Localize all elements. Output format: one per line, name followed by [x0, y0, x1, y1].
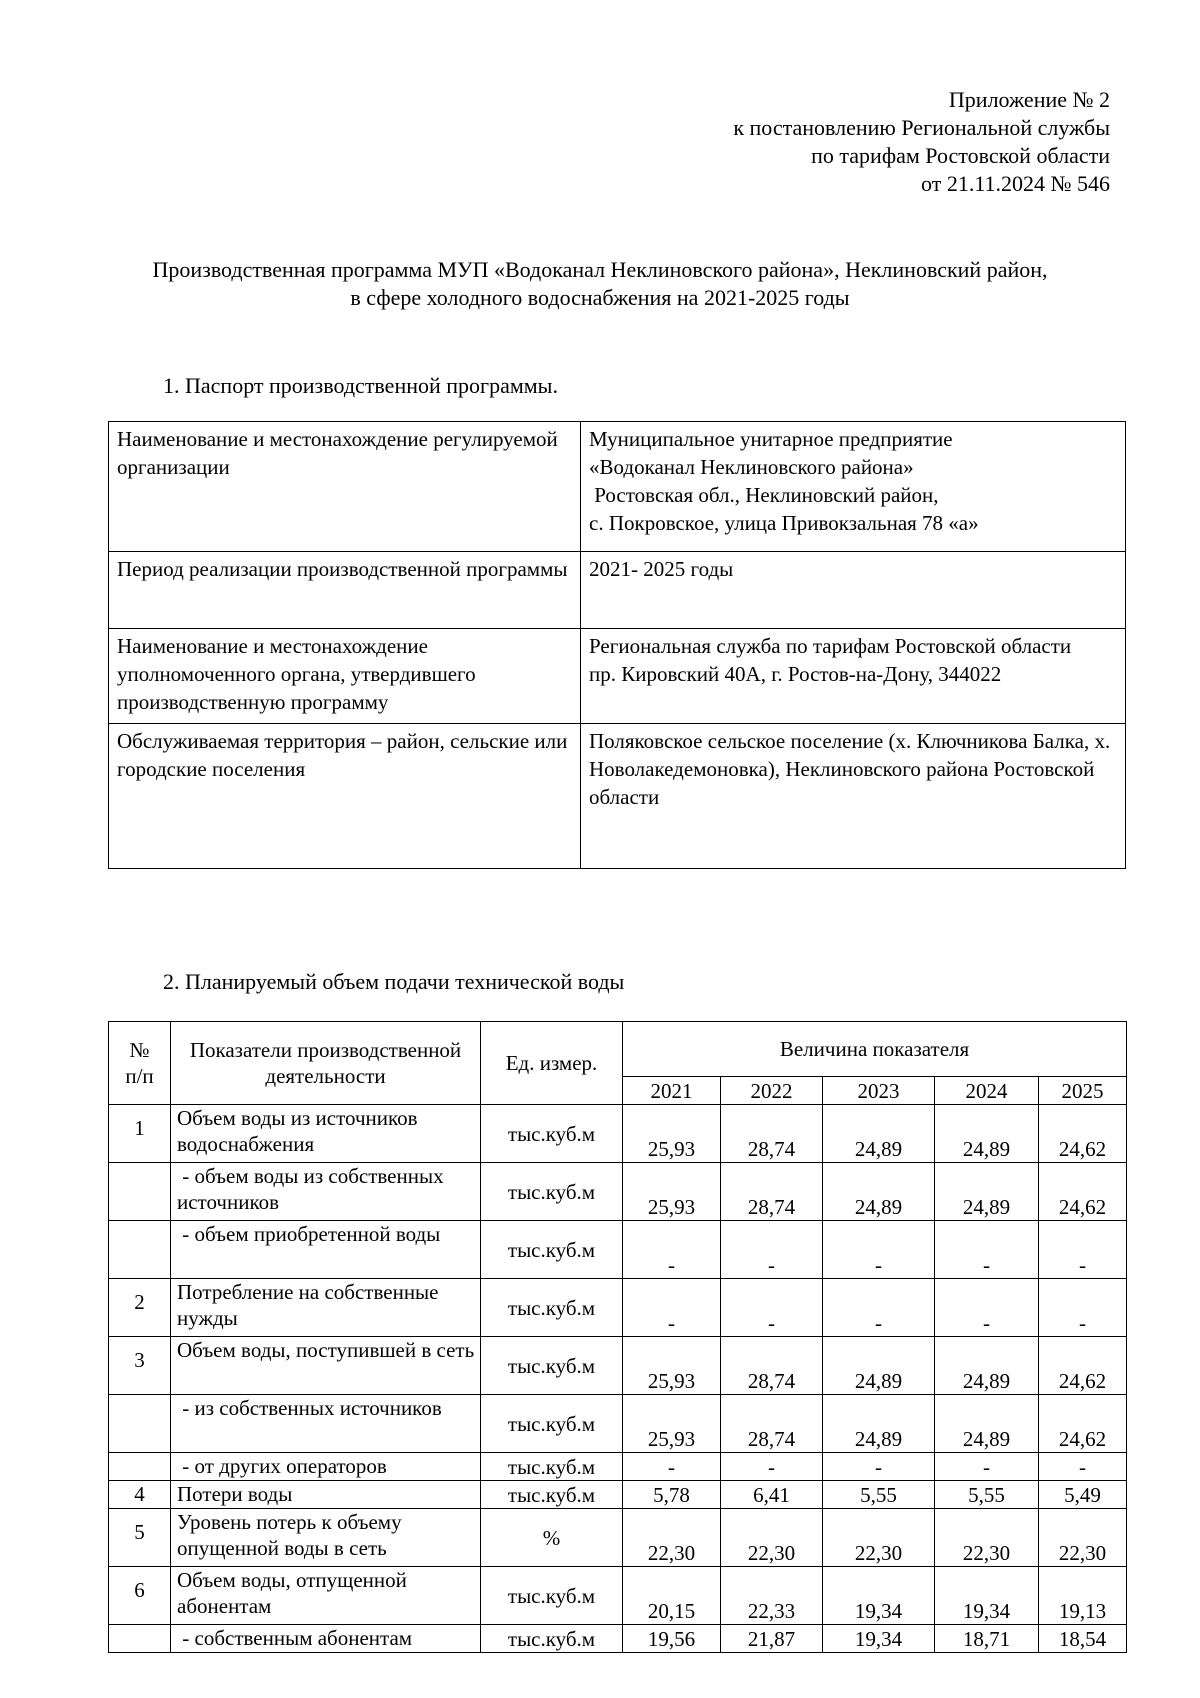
value-cell: 18,71 — [935, 1625, 1039, 1653]
col-header-year: 2025 — [1039, 1077, 1127, 1105]
value-cell: 19,34 — [823, 1567, 935, 1625]
row-number: 6 — [109, 1567, 171, 1625]
value-cell: 19,34 — [823, 1625, 935, 1653]
table-row — [109, 1481, 1127, 1509]
table-row — [109, 1163, 1127, 1221]
appendix-header — [550, 86, 1110, 198]
table-row — [109, 1105, 1127, 1163]
value-cell: - — [935, 1453, 1039, 1481]
row-number — [109, 1625, 171, 1653]
unit-cell: тыс.куб.м — [481, 1163, 623, 1221]
value-cell: 24,89 — [823, 1163, 935, 1221]
value-cell: 22,33 — [721, 1567, 823, 1625]
col-header-year: 2023 — [823, 1077, 935, 1105]
passport-table — [108, 421, 1126, 869]
unit-cell: тыс.куб.м — [481, 1625, 623, 1653]
col-header-value-group: Величина показателя — [623, 1022, 1127, 1077]
col-header-unit: Ед. измер. — [481, 1022, 623, 1105]
value-cell: 25,93 — [623, 1105, 721, 1163]
indicator-name: - от других операторов — [171, 1453, 481, 1481]
row-number — [109, 1395, 171, 1453]
passport-row — [109, 629, 1126, 724]
row-number: 4 — [109, 1481, 171, 1509]
unit-cell: тыс.куб.м — [481, 1481, 623, 1509]
value-cell: - — [823, 1221, 935, 1279]
volumes-body — [109, 1105, 1127, 1653]
value-cell: - — [1039, 1279, 1127, 1337]
value-cell: - — [623, 1221, 721, 1279]
passport-row — [109, 422, 1126, 552]
document-title — [80, 256, 1120, 312]
value-cell: 24,62 — [1039, 1105, 1127, 1163]
value-cell: 24,62 — [1039, 1337, 1127, 1395]
table-row — [109, 1337, 1127, 1395]
indicator-name: - объем приобретенной воды — [171, 1221, 481, 1279]
value-cell: 19,34 — [935, 1567, 1039, 1625]
value-cell: 6,41 — [721, 1481, 823, 1509]
table-row — [109, 1395, 1127, 1453]
value-cell: 5,55 — [935, 1481, 1039, 1509]
value-cell: 28,74 — [721, 1163, 823, 1221]
table-row — [109, 1625, 1127, 1653]
indicator-name: Потери воды — [171, 1481, 481, 1509]
value-cell: 22,30 — [935, 1509, 1039, 1567]
value-cell: - — [823, 1279, 935, 1337]
col-header-year: 2021 — [623, 1077, 721, 1105]
row-number: 2 — [109, 1279, 171, 1337]
value-cell: 28,74 — [721, 1395, 823, 1453]
value-cell: 22,30 — [823, 1509, 935, 1567]
value-cell: - — [935, 1279, 1039, 1337]
value-cell: 24,89 — [823, 1337, 935, 1395]
indicator-name: Объем воды, отпущенной абонентам — [171, 1567, 481, 1625]
passport-label: Наименование и местонахождение регулируемой организации — [109, 422, 581, 552]
row-number: 5 — [109, 1509, 171, 1567]
table-row — [109, 1509, 1127, 1567]
appendix-resolution: к постановлению Региональной службы — [733, 115, 1110, 140]
header-row — [109, 1022, 1127, 1077]
title-line-2: в сфере холодного водоснабжения на 2021-2025 годы — [350, 285, 850, 310]
passport-label: Наименование и местонахождение уполномоченного органа, утвердившего производственную программу — [109, 629, 581, 724]
col-header-indicator: Показатели производственной деятельности — [171, 1022, 481, 1105]
value-cell: - — [721, 1221, 823, 1279]
value-cell: 18,54 — [1039, 1625, 1127, 1653]
passport-value: Муниципальное унитарное предприятие «Водоканал Неклиновского района» Ростовская обл., Неклиновский район, с. Покровское, улица Привокзальная 78 «а» — [581, 422, 1126, 552]
value-cell: 24,89 — [823, 1105, 935, 1163]
value-cell: 24,62 — [1039, 1395, 1127, 1453]
unit-cell: тыс.куб.м — [481, 1453, 623, 1481]
passport-label: Обслуживаемая территория – район, сельские или городские поселения — [109, 724, 581, 869]
value-cell: 22,30 — [721, 1509, 823, 1567]
table-row — [109, 1453, 1127, 1481]
col-header-num: № п/п — [109, 1022, 171, 1105]
volumes-table — [108, 1021, 1127, 1653]
unit-cell: тыс.куб.м — [481, 1567, 623, 1625]
value-cell: 5,78 — [623, 1481, 721, 1509]
passport-label: Период реализации производственной программы — [109, 552, 581, 629]
value-cell: 25,93 — [623, 1163, 721, 1221]
indicator-name: Потребление на собственные нужды — [171, 1279, 481, 1337]
unit-cell: тыс.куб.м — [481, 1337, 623, 1395]
value-cell: - — [623, 1279, 721, 1337]
appendix-date: от 21.11.2024 № 546 — [921, 171, 1110, 196]
value-cell: 22,30 — [1039, 1509, 1127, 1567]
col-header-year: 2022 — [721, 1077, 823, 1105]
value-cell: 20,15 — [623, 1567, 721, 1625]
value-cell: - — [623, 1453, 721, 1481]
passport-value: 2021- 2025 годы — [581, 552, 1126, 629]
unit-cell: тыс.куб.м — [481, 1279, 623, 1337]
value-cell: - — [721, 1279, 823, 1337]
value-cell: 5,49 — [1039, 1481, 1127, 1509]
value-cell: - — [935, 1221, 1039, 1279]
value-cell: 28,74 — [721, 1105, 823, 1163]
value-cell: 24,62 — [1039, 1163, 1127, 1221]
value-cell: 19,56 — [623, 1625, 721, 1653]
indicator-name: Объем воды, поступившей в сеть — [171, 1337, 481, 1395]
row-number — [109, 1453, 171, 1481]
indicator-name: - из собственных источников — [171, 1395, 481, 1453]
row-number: 1 — [109, 1105, 171, 1163]
value-cell: 24,89 — [935, 1395, 1039, 1453]
unit-cell: тыс.куб.м — [481, 1395, 623, 1453]
value-cell: 24,89 — [823, 1395, 935, 1453]
unit-cell: тыс.куб.м — [481, 1221, 623, 1279]
value-cell: 24,89 — [935, 1337, 1039, 1395]
value-cell: - — [823, 1453, 935, 1481]
row-number — [109, 1163, 171, 1221]
value-cell: 21,87 — [721, 1625, 823, 1653]
indicator-name: Уровень потерь к объему опущенной воды в сеть — [171, 1509, 481, 1567]
passport-row — [109, 724, 1126, 869]
table-row — [109, 1567, 1127, 1625]
appendix-number: Приложение № 2 — [948, 87, 1110, 112]
value-cell: 24,89 — [935, 1105, 1039, 1163]
passport-row — [109, 552, 1126, 629]
value-cell: 28,74 — [721, 1337, 823, 1395]
value-cell: - — [1039, 1221, 1127, 1279]
row-number: 3 — [109, 1337, 171, 1395]
value-cell: 5,55 — [823, 1481, 935, 1509]
table-row — [109, 1221, 1127, 1279]
passport-value: Поляковское сельское поселение (х. Ключникова Балка, х. Новолакедемоновка), Неклиновского района Ростовской области — [581, 724, 1126, 869]
unit-cell: % — [481, 1509, 623, 1567]
unit-cell: тыс.куб.м — [481, 1105, 623, 1163]
section-2-heading: 2. Планируемый объем подачи технической воды — [163, 969, 625, 994]
value-cell: 19,13 — [1039, 1567, 1127, 1625]
row-number — [109, 1221, 171, 1279]
value-cell: 25,93 — [623, 1395, 721, 1453]
value-cell: 24,89 — [935, 1163, 1039, 1221]
indicator-name: Объем воды из источников водоснабжения — [171, 1105, 481, 1163]
table-row — [109, 1279, 1127, 1337]
indicator-name: - объем воды из собственных источников — [171, 1163, 481, 1221]
passport-value: Региональная служба по тарифам Ростовской области пр. Кировский 40А, г. Ростов-на-Дону, 344022 — [581, 629, 1126, 724]
title-line-1: Производственная программа МУП «Водоканал Неклиновского района», Неклиновский район, — [152, 257, 1048, 282]
col-header-year: 2024 — [935, 1077, 1039, 1105]
appendix-authority: по тарифам Ростовской области — [811, 143, 1110, 168]
value-cell: 22,30 — [623, 1509, 721, 1567]
value-cell: 25,93 — [623, 1337, 721, 1395]
value-cell: - — [1039, 1453, 1127, 1481]
section-1-heading: 1. Паспорт производственной программы. — [163, 373, 558, 398]
value-cell: - — [721, 1453, 823, 1481]
indicator-name: - собственным абонентам — [171, 1625, 481, 1653]
